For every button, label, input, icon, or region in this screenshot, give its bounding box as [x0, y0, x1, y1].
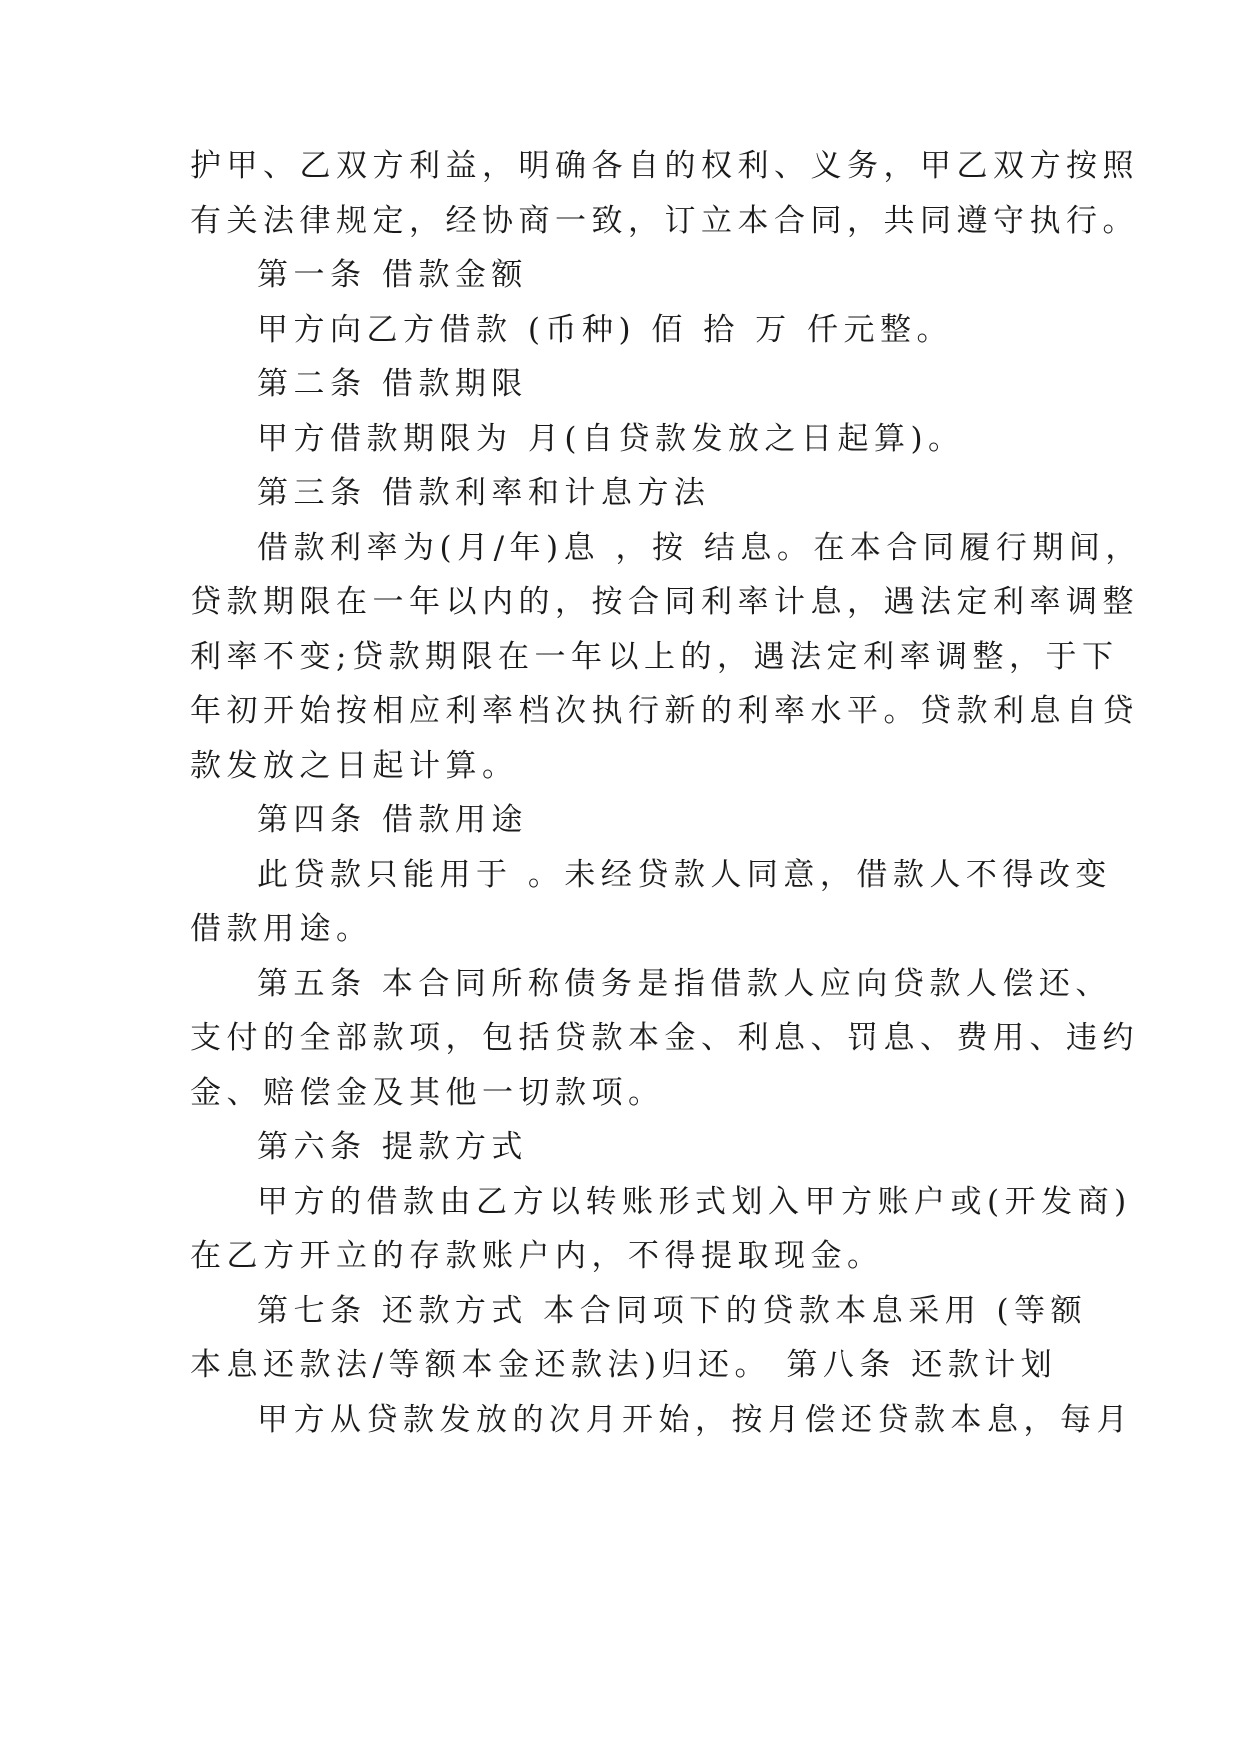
paragraph-line: 借款利率为(月/年)息 ，按 结息。在本合同履行期间，	[257, 530, 1142, 566]
paragraph-line: 金、赔偿金及其他一切款项。	[190, 1075, 665, 1111]
paragraph-line: 利率不变;贷款期限在一年以上的，遇法定利率调整，于下	[190, 639, 1119, 675]
paragraph-line: 甲方从贷款发放的次月开始，按月偿还贷款本息，每月	[257, 1402, 1133, 1438]
paragraph-line: 第七条 还款方式 本合同项下的贷款本息采用 (等额	[257, 1293, 1088, 1329]
article-heading: 第三条 借款利率和计息方法	[257, 475, 711, 511]
paragraph-line: 第五条 本合同所称债务是指借款人应向贷款人偿还、	[257, 966, 1112, 1002]
paragraph-line: 年初开始按相应利率档次执行新的利率水平。贷款利息自贷	[190, 693, 1139, 729]
paragraph-line: 支付的全部款项，包括贷款本金、利息、罚息、费用、违约	[190, 1020, 1139, 1056]
paragraph-line: 有关法律规定，经协商一致，订立本合同，共同遵守执行。	[190, 203, 1139, 239]
article-heading: 第六条 提款方式	[257, 1129, 528, 1165]
paragraph-line: 贷款期限在一年以内的，按合同利率计息，遇法定利率调整	[190, 584, 1139, 620]
paragraph-line: 护甲、乙双方利益，明确各自的权利、义务，甲乙双方按照	[190, 148, 1139, 184]
paragraph-line: 此贷款只能用于 。未经贷款人同意，借款人不得改变	[257, 857, 1112, 893]
paragraph-line: 本息还款法/等额本金还款法)归还。 第八条 还款计划	[190, 1347, 1058, 1383]
paragraph-line: 甲方的借款由乙方以转账形式划入甲方账户或(开发商)	[257, 1184, 1132, 1220]
article-heading: 第二条 借款期限	[257, 366, 528, 402]
article-heading: 第一条 借款金额	[257, 257, 528, 293]
paragraph-line: 借款用途。	[190, 911, 373, 947]
paragraph-line: 在乙方开立的存款账户内，不得提取现金。	[190, 1238, 884, 1274]
paragraph-line: 款发放之日起计算。	[190, 748, 519, 784]
paragraph-line: 甲方向乙方借款 (币种) 佰 拾 万 仟元整。	[257, 312, 953, 348]
paragraph-line: 甲方借款期限为 月(自贷款发放之日起算)。	[257, 421, 965, 457]
article-heading: 第四条 借款用途	[257, 802, 528, 838]
